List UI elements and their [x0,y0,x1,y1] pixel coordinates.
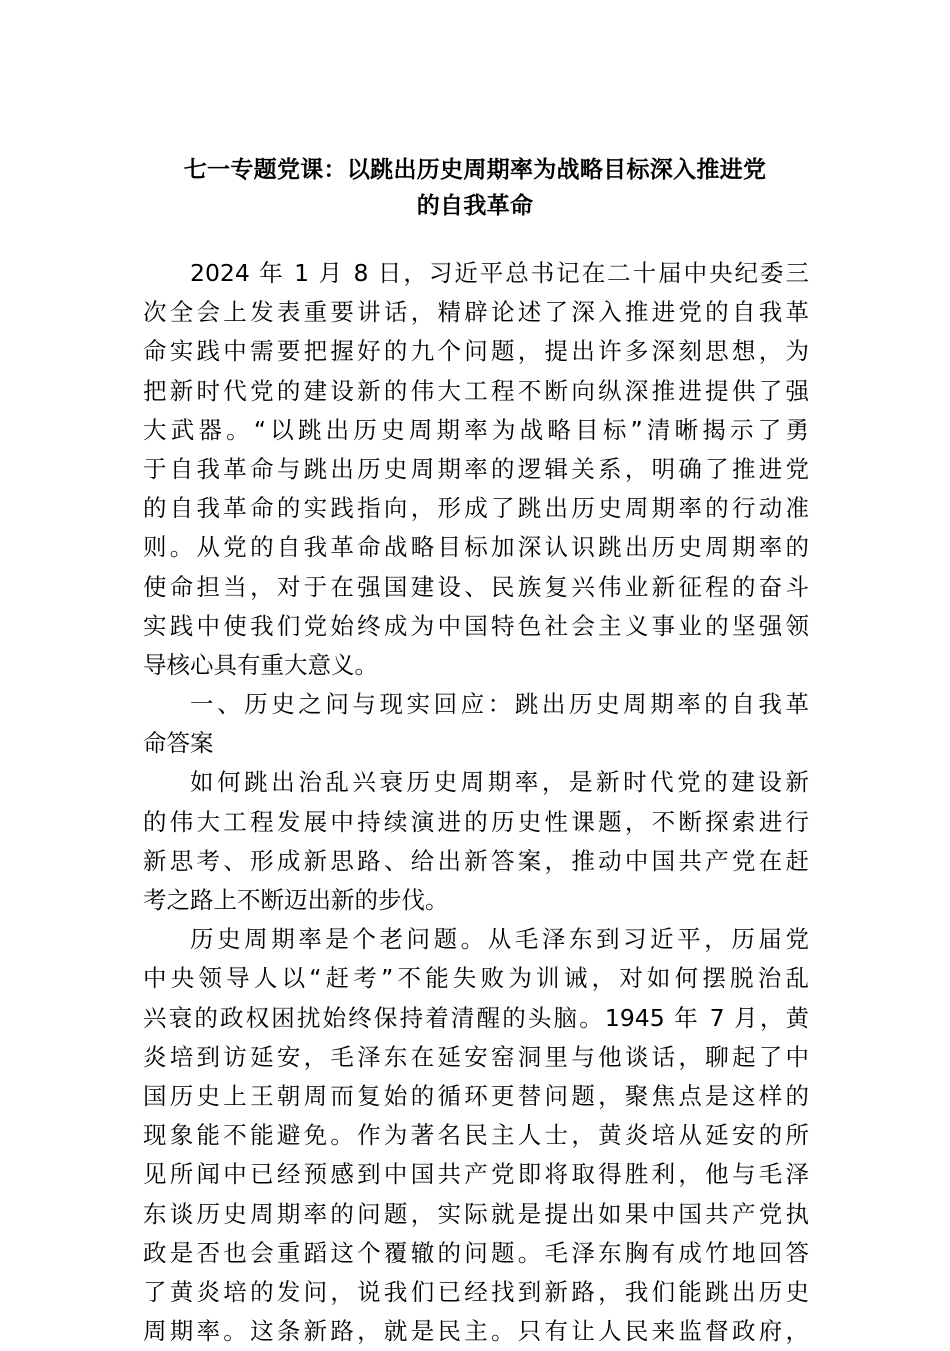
text-line: 现象能不能避免。作为著名民主人士，黄炎培从延安的所 [143,1121,809,1150]
text-line: 历史周期率是个老问题。从毛泽东到习近平，历届党 [190,925,809,954]
text-line: 实践中使我们党始终成为中国特色社会主义事业的坚强领 [143,611,809,640]
document-body [143,254,809,1351]
paragraph [143,920,809,1351]
text-line: 的伟大工程发展中持续演进的历史性课题，不断探索进行 [143,807,809,836]
text-line: 把新时代党的建设新的伟大工程不断向纵深推进提供了强 [143,376,809,405]
text-line: 大武器。“以跳出历史周期率为战略目标”清晰揭示了勇 [143,415,809,444]
text-line: 的自我革命的实践指向，形成了跳出历史周期率的行动准 [143,494,809,523]
text-line: 周期率。这条新路，就是民主。只有让人民来监督政府， [143,1317,809,1346]
text-line: 命实践中需要把握好的九个问题，提出许多深刻思想，为 [143,337,809,366]
text-line: 命答案 [143,729,214,758]
text-line: 次全会上发表重要讲话，精辟论述了深入推进党的自我革 [143,298,809,327]
text-line: 国历史上王朝周而复始的循环更替问题，聚焦点是这样的 [143,1081,809,1110]
text-line: 导核心具有重大意义。 [143,650,378,679]
paragraph [143,254,809,685]
text-line: 如何跳出治乱兴衰历史周期率，是新时代党的建设新 [190,768,809,797]
text-line: 考之路上不断迈出新的步伐。 [143,886,449,914]
text-line: 一、历史之问与现实回应：跳出历史周期率的自我革 [190,690,809,719]
text-line: 新思考、形成新思路、给出新答案，推动中国共产党在赶 [143,846,809,875]
text-line: 东谈历史周期率的问题，实际就是提出如果中国共产党执 [143,1199,809,1228]
title-line: 的自我革命 [416,193,534,219]
document-title [140,152,810,224]
text-line: 于自我革命与跳出历史周期率的逻辑关系，明确了推进党 [143,454,809,483]
text-line: 使命担当，对于在强国建设、民族复兴伟业新征程的奋斗 [143,572,809,601]
text-line: 了黄炎培的发问，说我们已经找到新路，我们能跳出历史 [143,1277,809,1306]
text-line: 中央领导人以“赶考”不能失败为训诫，对如何摆脱治乱 [143,964,809,993]
paragraph [143,763,809,920]
paragraph [143,685,809,763]
text-line: 兴衰的政权困扰始终保持着清醒的头脑。1945 年 7 月，黄 [143,1003,809,1032]
text-line: 炎培到访延安，毛泽东在延安窑洞里与他谈话，聊起了中 [143,1042,809,1071]
text-line: 2024 年 1 月 8 日，习近平总书记在二十届中央纪委三 [190,259,809,287]
title-line: 七一专题党课：以跳出历史周期率为战略目标深入推进党 [183,157,767,183]
text-line: 见所闻中已经预感到中国共产党即将取得胜利，他与毛泽 [143,1160,809,1189]
text-line: 政是否也会重蹈这个覆辙的问题。毛泽东胸有成竹地回答 [143,1238,809,1267]
text-line: 则。从党的自我革命战略目标加深认识跳出历史周期率的 [143,533,809,562]
